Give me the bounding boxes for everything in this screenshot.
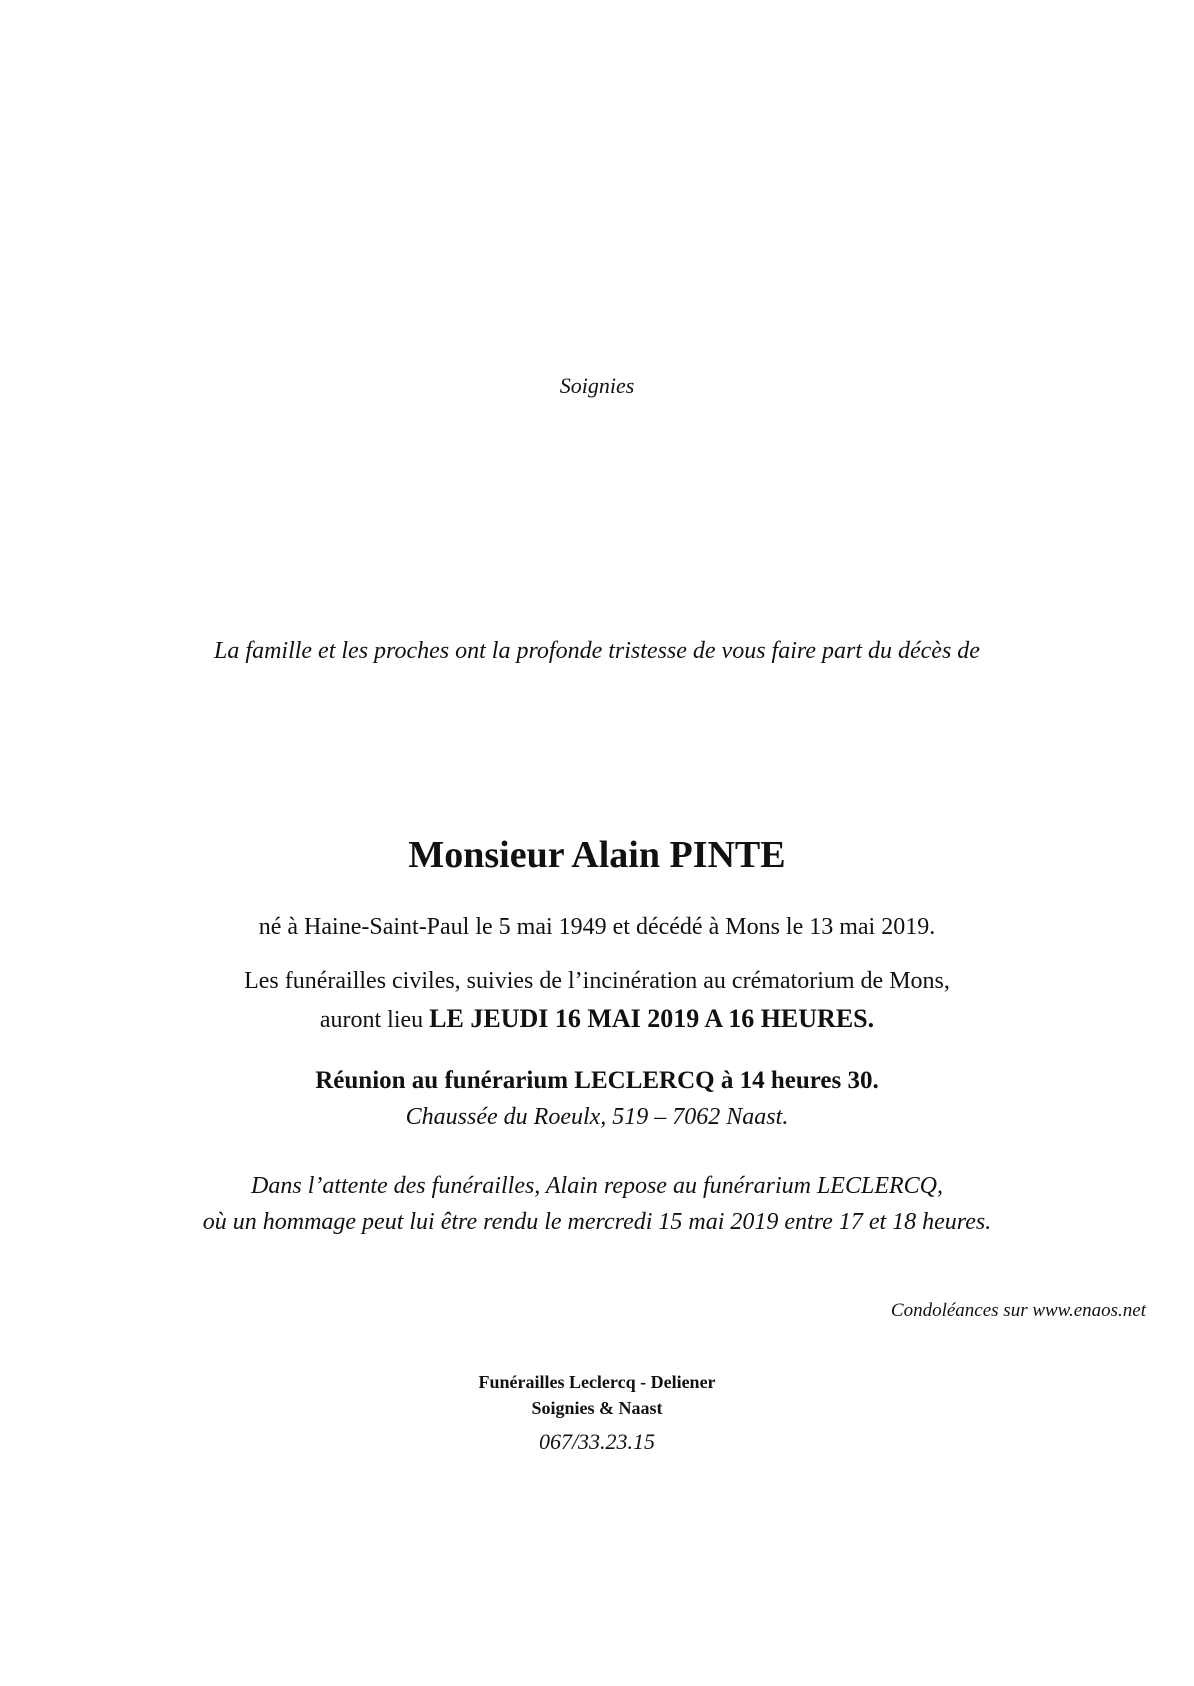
funerarium-address: Chaussée du Roeulx, 519 – 7062 Naast. [405, 1104, 789, 1130]
funeral-date-prefix: auront lieu [319, 1007, 430, 1033]
funeral-home-locations: Soignies & Naast [531, 1398, 663, 1418]
funeral-date-time: LE JEUDI 16 MAI 2019 A 16 HEURES. [429, 1004, 875, 1033]
funeral-home-phone: 067/33.23.15 [538, 1429, 656, 1454]
announcement-intro: La famille et les proches ont la profonde tristesse de vous faire part du décès de [214, 638, 980, 664]
reunion-details: Réunion au funérarium LECLERCQ à 14 heures 30. [315, 1067, 879, 1094]
condolences-link: Condoléances sur www.enaos.net [890, 1300, 1146, 1321]
funeral-home-name: Funérailles Leclercq - Deliener [478, 1372, 716, 1392]
funeral-date-line [0, 1003, 1194, 1035]
visitation-line-2: où un hommage peut lui être rendu le mercredi 15 mai 2019 entre 17 et 18 heures. [202, 1209, 992, 1235]
visitation-line-1: Dans l’attente des funérailles, Alain repose au funérarium LECLERCQ, [251, 1173, 943, 1199]
town-name: Soignies [559, 373, 635, 398]
funeral-description: Les funérailles civiles, suivies de l’incinération au crématorium de Mons, [244, 968, 950, 994]
deceased-name: Monsieur Alain PINTE [408, 834, 786, 876]
birth-death-details: né à Haine-Saint-Paul le 5 mai 1949 et décédé à Mons le 13 mai 2019. [258, 914, 936, 940]
